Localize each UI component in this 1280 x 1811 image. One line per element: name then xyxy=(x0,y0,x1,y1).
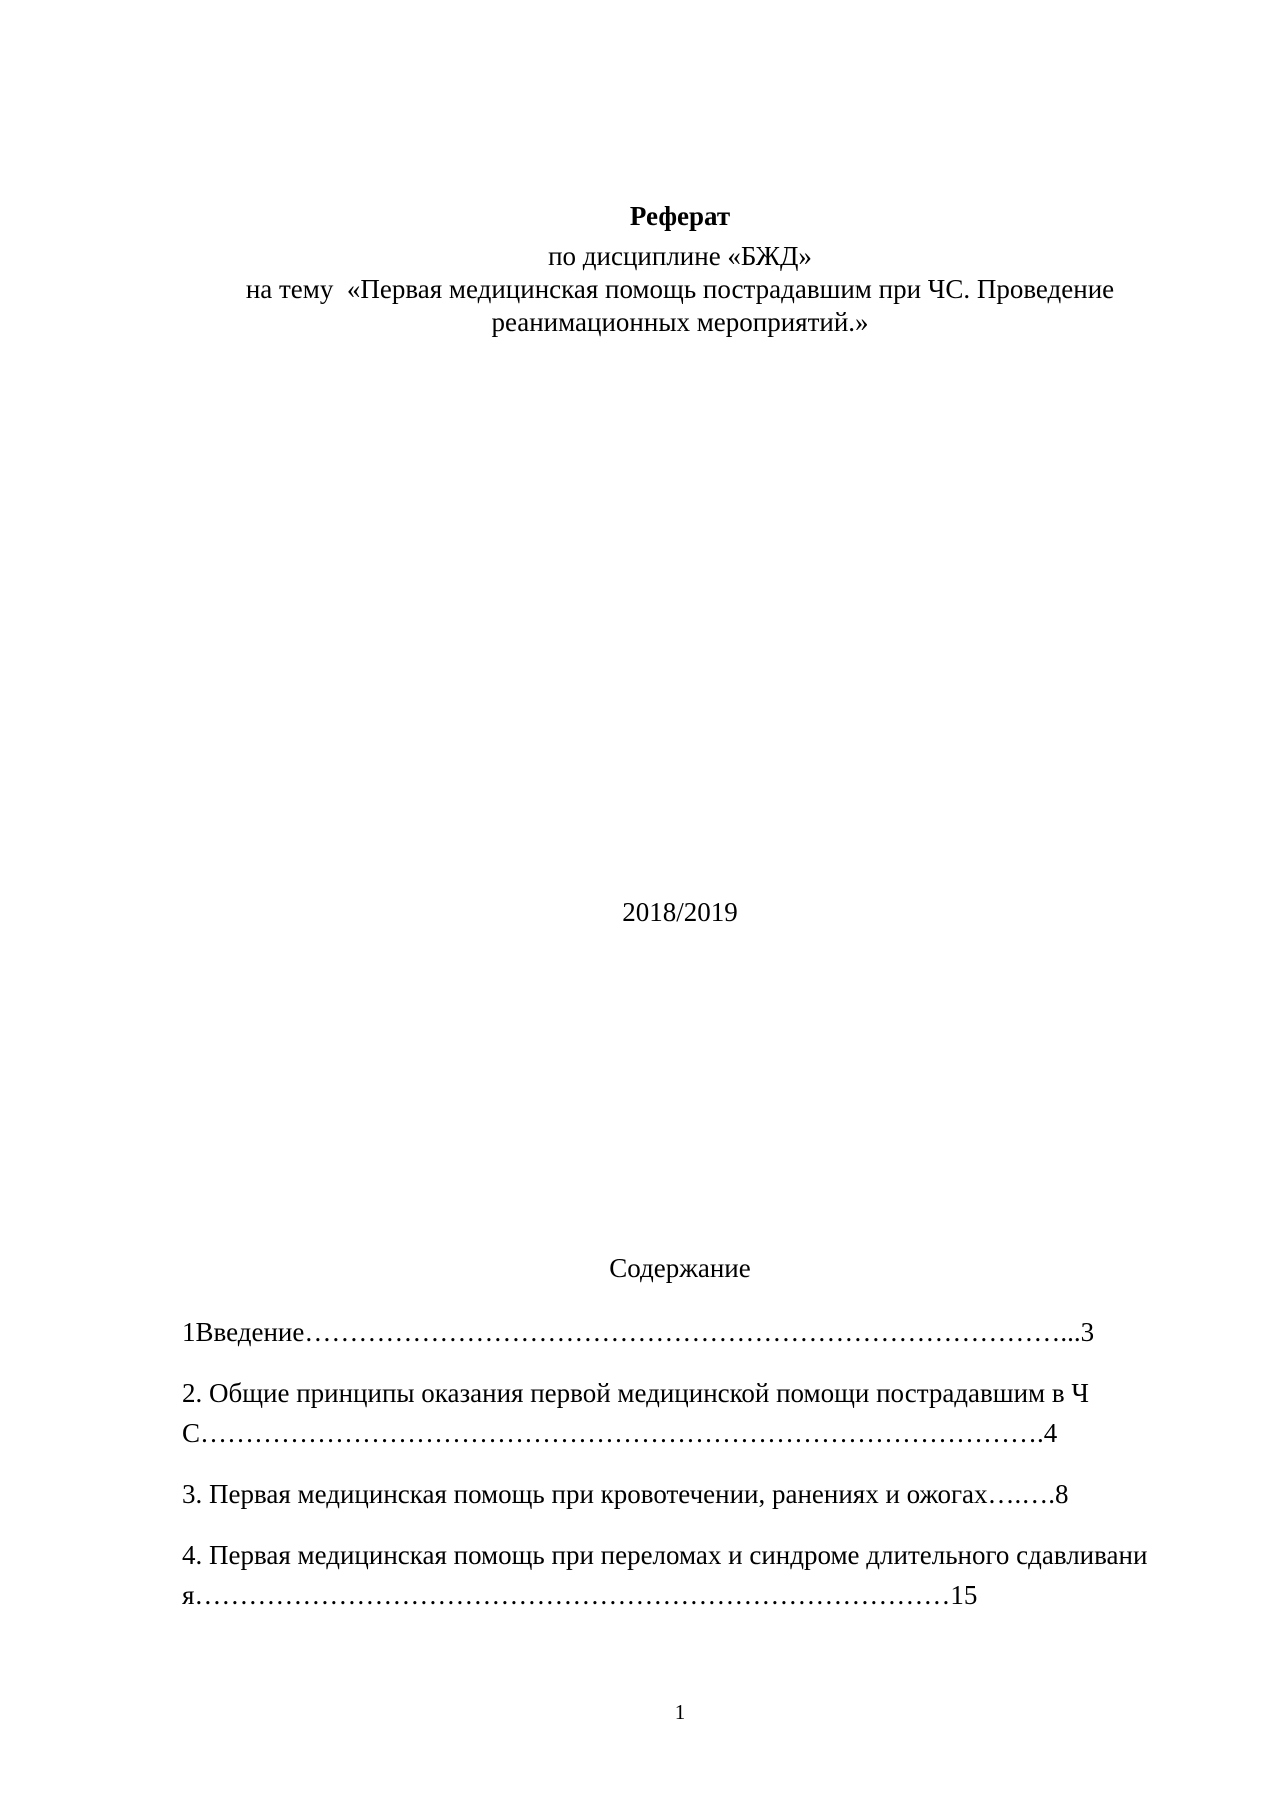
topic-line-2: реанимационных мероприятий.» xyxy=(491,307,869,337)
topic-line-1: на тему «Первая медицинская помощь пострадавшим при ЧС. Проведение xyxy=(245,274,1115,304)
toc-item-general-principles: 2. Общие принципы оказания первой медицинской помощи пострадавшим в ЧС………………………………………………………………………………….4 xyxy=(182,1378,1089,1448)
document-title: Реферат xyxy=(629,201,731,231)
page-number: 1 xyxy=(674,1700,686,1724)
toc-item-introduction: 1Введение…………………………………………………………………………...3 xyxy=(182,1317,1095,1347)
title-block xyxy=(180,196,1180,339)
toc-heading: Содержание xyxy=(609,1253,751,1283)
discipline-line: по дисциплине «БЖД» xyxy=(548,241,812,271)
toc-item-bleeding-wounds-burns: 3. Первая медицинская помощь при кровотечении, ранениях и ожогах….….8 xyxy=(182,1479,1069,1509)
academic-year: 2018/2019 xyxy=(622,897,738,927)
toc-item-fractures-crush-syndrome: 4. Первая медицинская помощь при переломах и синдроме длительного сдавливания…………………………………………………………………………15 xyxy=(182,1540,1148,1610)
table-of-contents xyxy=(182,1312,1192,1636)
